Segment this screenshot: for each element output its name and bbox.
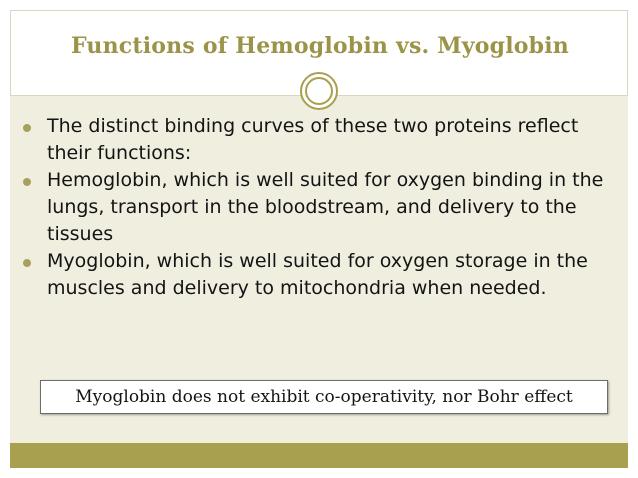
bullet-text: Hemoglobin, which is well suited for oxygen binding in the lungs, transport in the bloodstream, and delivery to the tissues [47,169,604,245]
bullet-dot-icon [23,259,31,267]
bullet-item [22,113,612,167]
bullet-text: Myoglobin, which is well suited for oxygen storage in the muscles and delivery to mitochondria when needed. [47,250,588,299]
bullet-dot-icon [23,178,31,186]
footer-bar [10,443,628,468]
callout-box: Myoglobin does not exhibit co-operativity, nor Bohr effect [40,380,608,414]
slide-title: Functions of Hemoglobin vs. Myoglobin [70,33,570,59]
bullet-item [22,248,612,302]
bullet-list [22,113,612,302]
double-circle-ornament-icon [299,71,339,111]
bullet-text: The distinct binding curves of these two proteins reflect their functions: [47,115,579,164]
bullet-item [22,167,612,248]
bullet-dot-icon [23,124,31,132]
